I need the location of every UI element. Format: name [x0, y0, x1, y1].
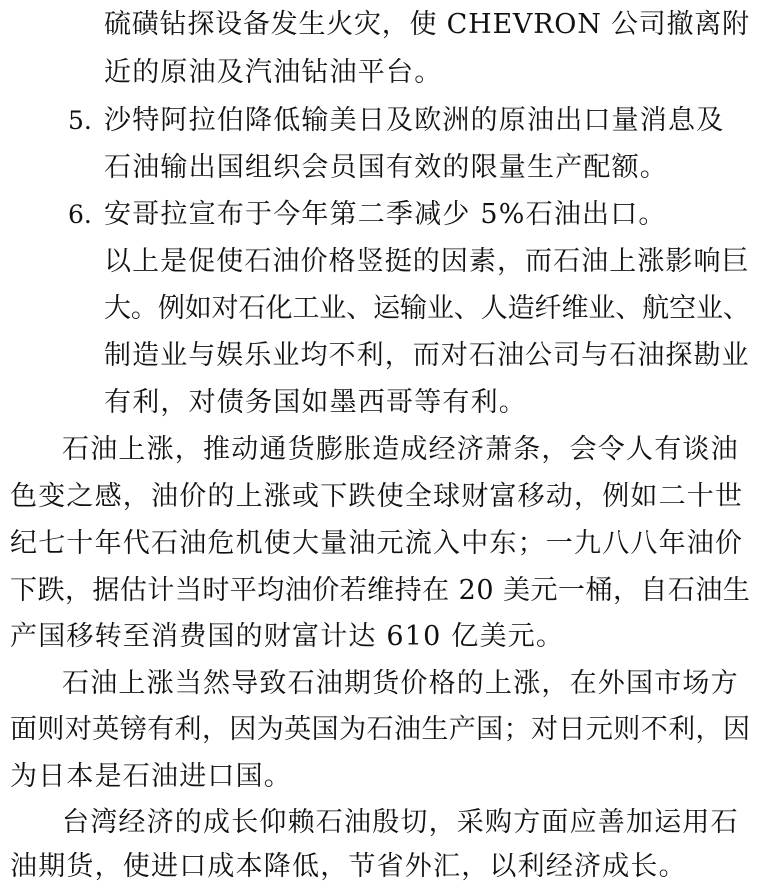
paragraph-1-line-1: 石油上涨，推动通货膨胀造成经济萧条，会令人有谈油 [62, 434, 739, 465]
item-continuation-line-1: 硫磺钻探设备发生火灾，使 CHEVRON 公司撤离附 [104, 9, 750, 40]
item-5-number: 5. [68, 106, 92, 135]
item-6-line-1: 安哥拉宣布于今年第二季减少 5%石油出口。 [104, 199, 667, 230]
item-6-number: 6. [68, 200, 92, 229]
paragraph-3-line-1: 台湾经济的成长仰赖石油殷切，采购方面应善加运用石 [62, 807, 739, 838]
summary-line-2: 大。例如对石化工业、运输业、人造纤维业、航空业、 [104, 293, 750, 324]
paragraph-2-line-1: 石油上涨当然导致石油期货价格的上涨，在外国市场方 [62, 668, 739, 699]
paragraph-3-line-2: 油期货，使进口成本降低，节省外汇，以利经济成长。 [10, 851, 687, 882]
item-5-line-1: 沙特阿拉伯降低输美日及欧洲的原油出口量消息及 [104, 105, 725, 136]
item-5-line-2: 石油输出国组织会员国有效的限量生产配额。 [104, 152, 668, 183]
paragraph-1-line-2: 色变之感，油价的上涨或下跌使全球财富移动，例如二十世 [10, 481, 744, 512]
paragraph-1-line-5: 产国移转至消费国的财富计达 610 亿美元。 [10, 621, 565, 652]
summary-line-1: 以上是促使石油价格竖挺的因素，而石油上涨影响巨 [104, 246, 750, 277]
paragraph-2-line-2: 面则对英镑有利，因为英国为石油生产国；对日元则不利，因 [10, 714, 751, 745]
summary-line-4: 有利，对债务国如墨西哥等有利。 [104, 387, 527, 418]
paragraph-1-line-4: 下跌，据估计当时平均油价若维持在 20 美元一桶，自石油生 [10, 575, 751, 606]
paragraph-2-line-3: 为日本是石油进口国。 [10, 761, 292, 792]
summary-line-3: 制造业与娱乐业均不利，而对石油公司与石油探勘业 [104, 340, 750, 371]
item-continuation-line-2: 近的原油及汽油钻油平台。 [104, 57, 443, 88]
paragraph-1-line-3: 纪七十年代石油危机使大量油元流入中东；一九八八年油价 [10, 528, 744, 559]
